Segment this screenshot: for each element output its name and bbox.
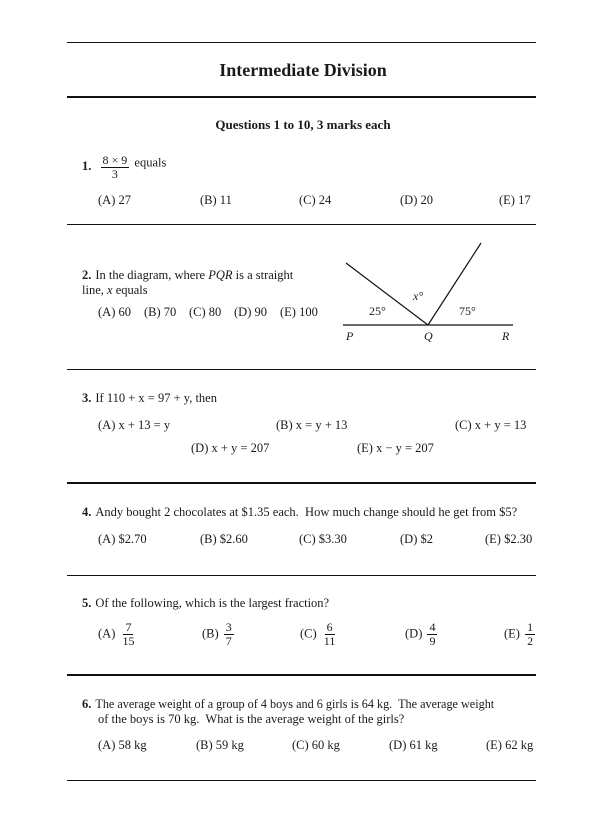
title-rule [67,96,536,98]
option-a[interactable]: (A) 27 [98,193,131,207]
option-a[interactable] [98,621,138,648]
option-label: (A) [98,626,116,641]
option-c[interactable]: (C) 60 kg [292,738,340,752]
fraction [427,621,437,648]
page-title: Intermediate Division [219,60,387,80]
option-d[interactable]: (D) x + y = 207 [191,441,270,455]
fraction-denominator: 9 [429,634,436,648]
question-5-stem [82,596,329,611]
variable-x: x [107,283,113,297]
question-text: In the diagram, where [95,268,206,282]
fraction [120,621,136,648]
angle-diagram [330,235,530,347]
option-e[interactable]: (E) 17 [499,193,531,207]
option-d[interactable]: (D) $2 [400,532,433,546]
fraction [322,621,338,648]
variable-pqr: PQR [208,268,233,282]
divider [67,482,536,484]
divider [67,575,536,576]
option-a[interactable]: (A) 60 [98,305,131,319]
fraction-denominator: 15 [122,634,135,648]
option-e[interactable]: (E) 62 kg [486,738,534,752]
question-text: Andy bought 2 chocolates at $1.35 each. How much change should he get from $5? [95,505,518,519]
question-4-stem [82,505,517,520]
question-number: 6. [82,697,92,711]
option-label: (E) [504,626,520,641]
question-6-stem [82,697,538,727]
fraction [525,621,535,648]
question-text: line, [82,283,104,297]
question-number: 1. [82,159,92,174]
option-label: (C) [300,626,317,641]
top-rule [67,42,536,43]
option-a[interactable]: (A) x + 13 = y [98,418,171,432]
divider [67,674,536,676]
option-e[interactable] [504,621,537,648]
option-d[interactable]: (D) 61 kg [389,738,438,752]
option-d[interactable]: (D) 90 [234,305,267,319]
question-2-stem [82,268,332,298]
question-text: If 110 + x = 97 + y, then [95,391,217,405]
option-label: (B) [202,626,219,641]
fraction-denominator: 7 [225,634,232,648]
option-b[interactable]: (B) 70 [144,305,177,319]
option-b[interactable]: (B) 11 [200,193,232,207]
point-p: P [346,329,354,343]
question-number: 4. [82,505,92,519]
fraction-denominator: 11 [323,634,336,648]
angle-label-x: x° [413,289,424,303]
option-c[interactable]: (C) $3.30 [299,532,347,546]
fraction-denominator: 3 [111,167,118,181]
fraction-denominator: 2 [527,634,534,648]
option-d[interactable] [405,621,439,648]
option-c[interactable]: (C) 24 [299,193,332,207]
point-r: R [502,329,510,343]
option-e[interactable]: (E) $2.30 [485,532,533,546]
divider [67,369,536,370]
option-b[interactable]: (B) $2.60 [200,532,248,546]
question-text: of the boys is 70 kg. What is the average weight of the girls? [98,712,405,726]
fraction-numerator: 8 × 9 [102,153,128,167]
angle-label-25: 25° [369,304,386,318]
question-3-stem [82,391,217,406]
option-b[interactable]: (B) 59 kg [196,738,244,752]
question-number: 2. [82,268,92,282]
fraction-numerator: 6 [326,620,333,634]
option-a[interactable]: (A) $2.70 [98,532,147,546]
question-number: 5. [82,596,92,610]
question-text: The average weight of a group of 4 boys and 6 girls is 64 kg. The average weight [95,697,495,711]
question-text: Of the following, which is the largest fraction? [95,596,330,610]
question-text: equals [115,283,148,297]
option-c[interactable] [300,621,339,648]
fraction [224,621,234,648]
option-b[interactable] [202,621,236,648]
fraction-numerator: 3 [225,620,232,634]
divider [67,224,536,225]
question-text: equals [134,155,167,170]
option-e[interactable]: (E) 100 [280,305,318,319]
option-b[interactable]: (B) x = y + 13 [276,418,348,432]
option-c[interactable]: (C) 80 [189,305,222,319]
fraction-numerator: 4 [429,620,436,634]
option-label: (D) [405,626,423,641]
option-c[interactable]: (C) x + y = 13 [455,418,527,432]
question-number: 3. [82,391,92,405]
fraction [101,154,130,181]
fraction-numerator: 7 [125,620,132,634]
option-d[interactable]: (D) 20 [400,193,433,207]
fraction-numerator: 1 [527,620,534,634]
question-text: is a straight [235,268,294,282]
section-subtitle: Questions 1 to 10, 3 marks each [215,117,391,132]
point-q: Q [424,329,433,343]
question-1-stem [82,154,166,181]
bottom-rule [67,780,536,781]
option-a[interactable]: (A) 58 kg [98,738,147,752]
angle-label-75: 75° [459,304,476,318]
option-e[interactable]: (E) x − y = 207 [357,441,434,455]
